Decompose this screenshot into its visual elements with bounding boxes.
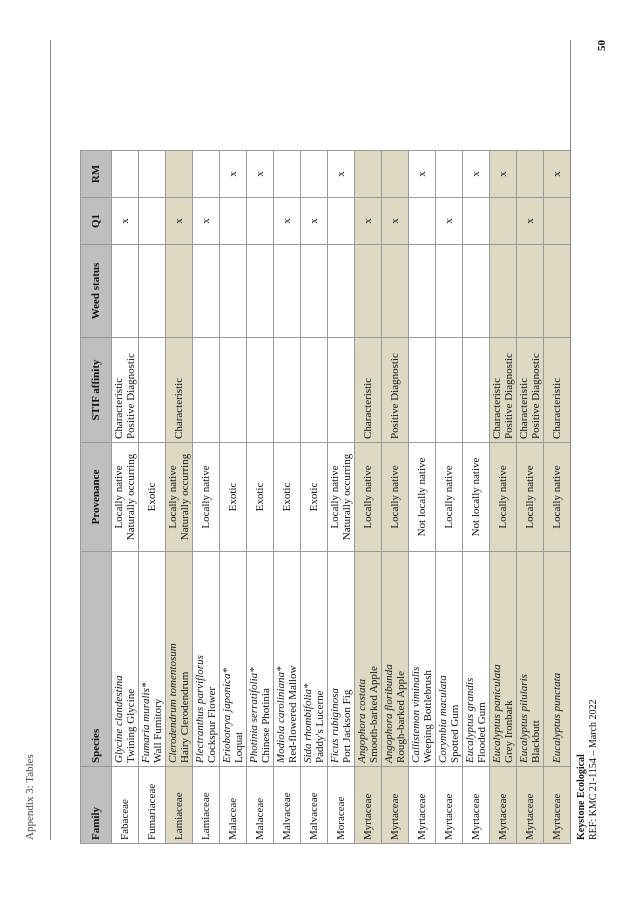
table-row bbox=[544, 151, 571, 844]
weed-status-cell bbox=[355, 245, 382, 338]
col-rm: RM bbox=[81, 151, 112, 198]
provenance-cell bbox=[463, 443, 490, 552]
stif-affinity-cell bbox=[112, 338, 139, 443]
provenance-cell bbox=[544, 443, 571, 552]
common-name: Chinese Photinia bbox=[260, 688, 272, 763]
stif-affinity-cell bbox=[301, 338, 328, 443]
stif-line-1: Characteristic bbox=[551, 377, 563, 439]
scientific-name: Ficus rubiginosa bbox=[329, 688, 341, 763]
weed-status-cell bbox=[436, 245, 463, 338]
provenance-cell bbox=[166, 443, 193, 552]
q1-cell: x bbox=[301, 198, 328, 245]
col-provenance: Provenance bbox=[81, 443, 112, 552]
table-row bbox=[301, 151, 328, 844]
provenance-line-1: Exotic bbox=[146, 482, 158, 512]
stif-line-1: Characteristic bbox=[173, 377, 185, 439]
stif-line-1: Characteristic bbox=[518, 377, 530, 439]
family-cell: Fumariaceae bbox=[139, 767, 166, 844]
rm-cell: x bbox=[463, 151, 490, 198]
rm-cell: x bbox=[220, 151, 247, 198]
weed-status-cell bbox=[544, 245, 571, 338]
rm-cell bbox=[112, 151, 139, 198]
footer-divider bbox=[570, 40, 571, 840]
q1-cell: x bbox=[517, 198, 544, 245]
family-cell: Myrtaceae bbox=[490, 767, 517, 844]
weed-status-cell bbox=[463, 245, 490, 338]
rm-cell bbox=[517, 151, 544, 198]
scientific-name: Corymbia maculata bbox=[437, 675, 449, 763]
common-name: Flooded Gum bbox=[476, 702, 488, 763]
common-name: Paddy's Lucerne bbox=[314, 690, 326, 763]
common-name: Grey Ironbark bbox=[503, 700, 515, 763]
species-cell bbox=[274, 552, 301, 767]
scientific-name: Fumaria muralis* bbox=[140, 682, 152, 763]
stif-line-1: Characteristic bbox=[491, 377, 503, 439]
q1-cell bbox=[139, 198, 166, 245]
species-cell bbox=[463, 552, 490, 767]
family-cell: Malaceae bbox=[247, 767, 274, 844]
page-number: 50 bbox=[596, 40, 608, 51]
provenance-line-1: Exotic bbox=[227, 482, 239, 512]
stif-affinity-cell bbox=[328, 338, 355, 443]
rm-cell: x bbox=[328, 151, 355, 198]
stif-line-2: Positive Diagnostic bbox=[530, 353, 542, 439]
rm-cell bbox=[382, 151, 409, 198]
rm-cell: x bbox=[544, 151, 571, 198]
table-row bbox=[328, 151, 355, 844]
table-row bbox=[193, 151, 220, 844]
family-cell: Malaceae bbox=[220, 767, 247, 844]
q1-cell bbox=[544, 198, 571, 245]
scientific-name: Eucalyptus punctata bbox=[551, 672, 563, 763]
stif-line-1: Characteristic bbox=[362, 377, 374, 439]
scientific-name: Angophora floribunda bbox=[383, 664, 395, 763]
table-row bbox=[139, 151, 166, 844]
provenance-line-1: Locally native bbox=[329, 465, 341, 529]
table-row bbox=[166, 151, 193, 844]
family-cell: Myrtaceae bbox=[544, 767, 571, 844]
provenance-line-1: Exotic bbox=[308, 482, 320, 512]
stif-affinity-cell bbox=[382, 338, 409, 443]
weed-status-cell bbox=[409, 245, 436, 338]
weed-status-cell bbox=[490, 245, 517, 338]
species-cell bbox=[409, 552, 436, 767]
family-cell: Lamiaceae bbox=[193, 767, 220, 844]
stif-affinity-cell bbox=[463, 338, 490, 443]
common-name: Cockspur Flower bbox=[206, 686, 218, 763]
col-family: Family bbox=[81, 767, 112, 844]
common-name: Weeping Bottlebrush bbox=[422, 670, 434, 763]
stif-line-2: Positive Diagnostic bbox=[125, 353, 137, 439]
stif-affinity-cell bbox=[220, 338, 247, 443]
provenance-line-2: Naturally occurring bbox=[341, 453, 353, 541]
common-name: Twining Glycine bbox=[125, 688, 137, 763]
rm-cell bbox=[355, 151, 382, 198]
scientific-name: Glycine clandestina bbox=[113, 675, 125, 763]
q1-cell bbox=[490, 198, 517, 245]
table-row bbox=[220, 151, 247, 844]
page-header: Appendix 3: Tables bbox=[24, 754, 36, 840]
rm-cell: x bbox=[490, 151, 517, 198]
common-name: Blackbutt bbox=[530, 720, 542, 763]
stif-line-1: Positive Diagnostic bbox=[389, 353, 401, 439]
species-table bbox=[80, 150, 571, 844]
species-cell bbox=[247, 552, 274, 767]
provenance-line-1: Exotic bbox=[281, 482, 293, 512]
q1-cell: x bbox=[166, 198, 193, 245]
family-cell: Myrtaceae bbox=[355, 767, 382, 844]
provenance-line-1: Locally native bbox=[113, 465, 125, 529]
provenance-cell bbox=[247, 443, 274, 552]
common-name: Rough-barked Apple bbox=[395, 671, 407, 763]
table-row bbox=[409, 151, 436, 844]
q1-cell: x bbox=[193, 198, 220, 245]
scientific-name: Modiola caroliniana* bbox=[275, 666, 287, 763]
common-name: Hairy Clerodendrum bbox=[179, 671, 191, 763]
scientific-name: Callistemon viminalis bbox=[410, 666, 422, 763]
rm-cell: x bbox=[247, 151, 274, 198]
q1-cell bbox=[463, 198, 490, 245]
provenance-line-1: Locally native bbox=[524, 465, 536, 529]
q1-cell: x bbox=[274, 198, 301, 245]
species-cell bbox=[544, 552, 571, 767]
common-name: Spotted Gum bbox=[449, 704, 461, 763]
species-cell bbox=[490, 552, 517, 767]
col-stif-affinity: STIF affinity bbox=[81, 338, 112, 443]
provenance-line-1: Locally native bbox=[362, 465, 374, 529]
scientific-name: Photinia serratifolia* bbox=[248, 667, 260, 763]
provenance-cell bbox=[274, 443, 301, 552]
rm-cell bbox=[274, 151, 301, 198]
scientific-name: Eriobotrya japonica* bbox=[221, 667, 233, 763]
species-cell bbox=[517, 552, 544, 767]
stif-affinity-cell bbox=[409, 338, 436, 443]
family-cell: Myrtaceae bbox=[382, 767, 409, 844]
stif-affinity-cell bbox=[544, 338, 571, 443]
family-cell: Fabaceae bbox=[112, 767, 139, 844]
rm-cell bbox=[139, 151, 166, 198]
common-name: Red-flowered Mallow bbox=[287, 665, 299, 763]
col-species: Species bbox=[81, 552, 112, 767]
table-row bbox=[274, 151, 301, 844]
provenance-cell bbox=[112, 443, 139, 552]
weed-status-cell bbox=[274, 245, 301, 338]
q1-cell: x bbox=[382, 198, 409, 245]
species-cell bbox=[139, 552, 166, 767]
weed-status-cell bbox=[193, 245, 220, 338]
family-cell: Malvaceae bbox=[274, 767, 301, 844]
provenance-line-1: Exotic bbox=[254, 482, 266, 512]
weed-status-cell bbox=[112, 245, 139, 338]
q1-cell: x bbox=[436, 198, 463, 245]
species-cell bbox=[301, 552, 328, 767]
provenance-line-1: Locally native bbox=[200, 465, 212, 529]
scientific-name: Eucalyptus pilularis bbox=[518, 674, 530, 763]
common-name: Wall Fumitory bbox=[152, 698, 164, 763]
q1-cell bbox=[247, 198, 274, 245]
stif-affinity-cell bbox=[139, 338, 166, 443]
scientific-name: Eucalyptus grandis bbox=[464, 677, 476, 763]
stif-affinity-cell bbox=[247, 338, 274, 443]
col-weed-status: Weed status bbox=[81, 245, 112, 338]
provenance-cell bbox=[139, 443, 166, 552]
rm-cell bbox=[193, 151, 220, 198]
scientific-name: Sida rhombifolia* bbox=[302, 683, 314, 763]
table-row bbox=[382, 151, 409, 844]
stif-affinity-cell bbox=[517, 338, 544, 443]
table-row bbox=[247, 151, 274, 844]
provenance-cell bbox=[436, 443, 463, 552]
provenance-cell bbox=[490, 443, 517, 552]
stif-affinity-cell bbox=[166, 338, 193, 443]
provenance-cell bbox=[409, 443, 436, 552]
family-cell: Lamiaceae bbox=[166, 767, 193, 844]
footer-org: Keystone Ecological bbox=[576, 754, 587, 840]
stif-line-2: Positive Diagnostic bbox=[503, 353, 515, 439]
family-cell: Moraceae bbox=[328, 767, 355, 844]
common-name: Port Jackson Fig bbox=[341, 689, 353, 763]
weed-status-cell bbox=[382, 245, 409, 338]
provenance-cell bbox=[517, 443, 544, 552]
weed-status-cell bbox=[517, 245, 544, 338]
family-cell: Myrtaceae bbox=[409, 767, 436, 844]
scientific-name: Plectranthus parviflorus bbox=[194, 655, 206, 763]
family-cell: Myrtaceae bbox=[517, 767, 544, 844]
table-row bbox=[436, 151, 463, 844]
provenance-line-1: Not locally native bbox=[416, 457, 428, 537]
family-cell: Malvaceae bbox=[301, 767, 328, 844]
common-name: Loquat bbox=[233, 731, 245, 763]
provenance-cell bbox=[355, 443, 382, 552]
weed-status-cell bbox=[301, 245, 328, 338]
family-cell: Myrtaceae bbox=[436, 767, 463, 844]
footer-ref: REF: KMC 21-1154 – March 2022 bbox=[588, 699, 599, 840]
rm-cell bbox=[436, 151, 463, 198]
table-row bbox=[112, 151, 139, 844]
table-row bbox=[517, 151, 544, 844]
stif-affinity-cell bbox=[274, 338, 301, 443]
q1-cell bbox=[328, 198, 355, 245]
weed-status-cell bbox=[247, 245, 274, 338]
provenance-line-1: Locally native bbox=[389, 465, 401, 529]
provenance-line-1: Not locally native bbox=[470, 457, 482, 537]
stif-affinity-cell bbox=[490, 338, 517, 443]
stif-affinity-cell bbox=[193, 338, 220, 443]
col-q1: Q1 bbox=[81, 198, 112, 245]
scientific-name: Clerodendrum tomentosum bbox=[167, 643, 179, 763]
rm-cell bbox=[166, 151, 193, 198]
weed-status-cell bbox=[139, 245, 166, 338]
provenance-line-2: Naturally occurring bbox=[179, 453, 191, 541]
q1-cell bbox=[409, 198, 436, 245]
q1-cell: x bbox=[355, 198, 382, 245]
species-cell bbox=[355, 552, 382, 767]
species-cell bbox=[436, 552, 463, 767]
common-name: Smooth-barked Apple bbox=[368, 666, 380, 763]
rm-cell bbox=[301, 151, 328, 198]
provenance-cell bbox=[193, 443, 220, 552]
provenance-cell bbox=[301, 443, 328, 552]
species-cell bbox=[382, 552, 409, 767]
scientific-name: Angophora costata bbox=[356, 678, 368, 763]
family-cell: Myrtaceae bbox=[463, 767, 490, 844]
provenance-line-1: Locally native bbox=[443, 465, 455, 529]
species-cell bbox=[220, 552, 247, 767]
weed-status-cell bbox=[166, 245, 193, 338]
stif-affinity-cell bbox=[436, 338, 463, 443]
header-divider bbox=[50, 40, 51, 840]
weed-status-cell bbox=[220, 245, 247, 338]
provenance-line-1: Locally native bbox=[551, 465, 563, 529]
provenance-line-1: Locally native bbox=[497, 465, 509, 529]
q1-cell: x bbox=[112, 198, 139, 245]
table-row bbox=[490, 151, 517, 844]
provenance-cell bbox=[382, 443, 409, 552]
provenance-cell bbox=[220, 443, 247, 552]
provenance-line-2: Naturally occurring bbox=[125, 453, 137, 541]
rm-cell: x bbox=[409, 151, 436, 198]
stif-affinity-cell bbox=[355, 338, 382, 443]
table-header-row bbox=[81, 151, 112, 844]
table-row bbox=[463, 151, 490, 844]
species-cell bbox=[112, 552, 139, 767]
provenance-cell bbox=[328, 443, 355, 552]
scientific-name: Eucalyptus paniculata bbox=[491, 664, 503, 763]
provenance-line-1: Locally native bbox=[167, 465, 179, 529]
stif-line-1: Characteristic bbox=[113, 377, 125, 439]
species-cell bbox=[166, 552, 193, 767]
page-footer bbox=[576, 700, 600, 840]
weed-status-cell bbox=[328, 245, 355, 338]
table-row bbox=[355, 151, 382, 844]
species-cell bbox=[328, 552, 355, 767]
q1-cell bbox=[220, 198, 247, 245]
species-cell bbox=[193, 552, 220, 767]
